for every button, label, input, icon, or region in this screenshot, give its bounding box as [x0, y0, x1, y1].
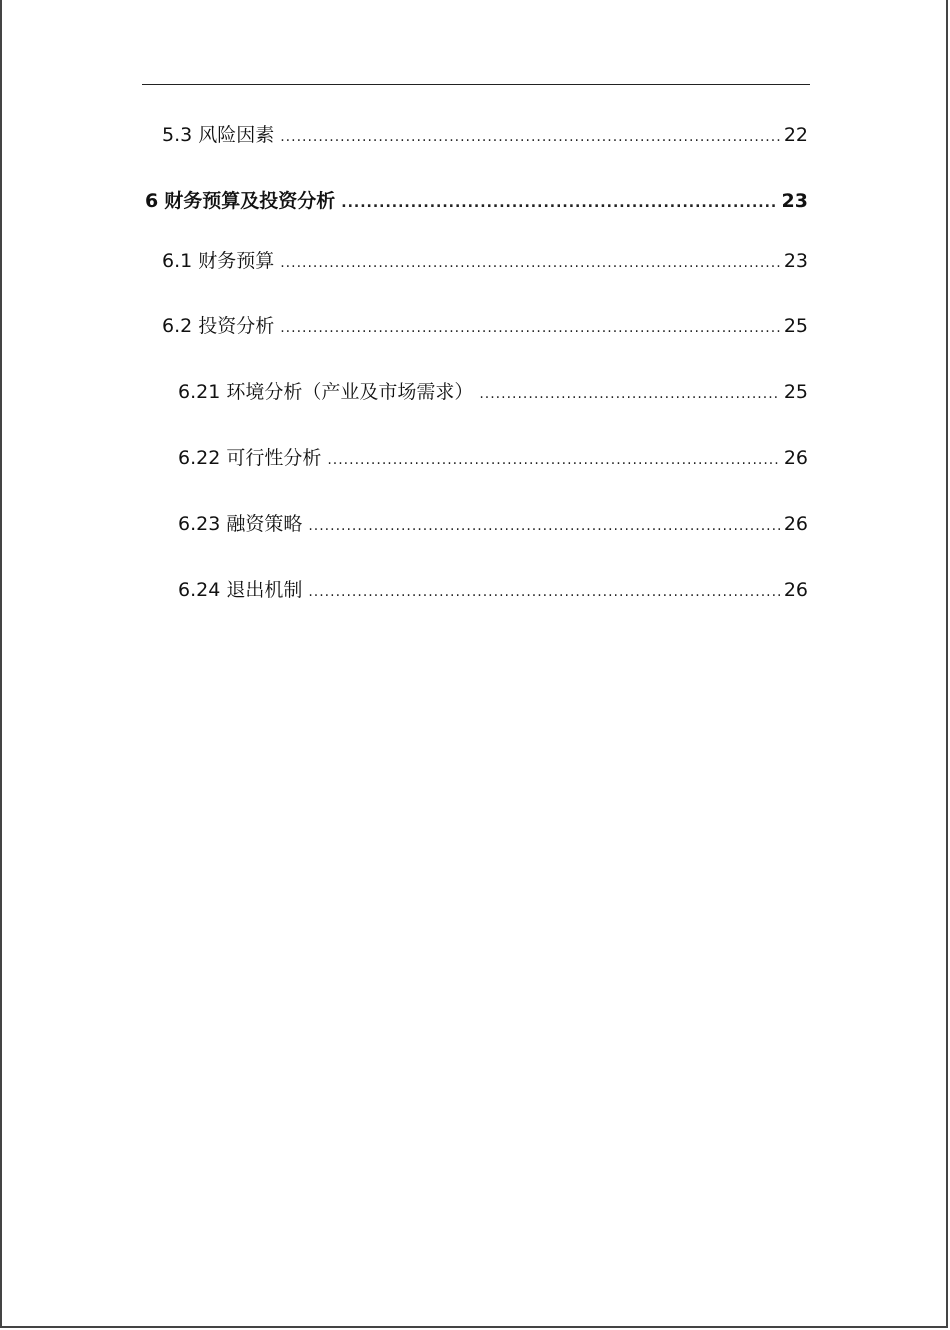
toc-entry-page: 22 [783, 124, 808, 146]
toc-entry-page: 26 [783, 579, 808, 601]
header-rule [142, 84, 810, 85]
toc-entry-number: 6.1 [162, 250, 193, 272]
toc-entry-6-1[interactable] [162, 248, 808, 276]
toc-entry-6[interactable] [145, 188, 808, 216]
toc-entry-page: 26 [783, 513, 808, 535]
toc-entry-6-24[interactable] [178, 577, 808, 605]
toc-entry-number: 6.24 [178, 579, 221, 601]
toc-entry-5-3[interactable] [162, 122, 808, 150]
toc-entry-page: 25 [783, 381, 808, 403]
toc-dot-leader [280, 250, 780, 276]
toc-dot-leader [308, 579, 779, 605]
toc-entry-number: 6.23 [178, 513, 221, 535]
toc-entry-title: 财务预算及投资分析 [164, 190, 336, 212]
toc-entry-number: 6.22 [178, 447, 221, 469]
toc-dot-leader [341, 190, 777, 216]
toc-entry-6-2[interactable] [162, 313, 808, 341]
toc-dot-leader [280, 124, 780, 150]
toc-entry-title: 融资策略 [226, 513, 303, 535]
toc-entry-page: 23 [781, 190, 808, 212]
toc-entry-6-23[interactable] [178, 511, 808, 539]
toc-entry-number: 6.21 [178, 381, 221, 403]
toc-entry-page: 23 [783, 250, 808, 272]
toc-entry-title: 环境分析（产业及市场需求） [226, 381, 474, 403]
toc-dot-leader [308, 513, 779, 539]
toc-entry-title: 退出机制 [226, 579, 303, 601]
toc-entry-title: 财务预算 [198, 250, 275, 272]
toc-entry-title: 风险因素 [198, 124, 275, 146]
toc-entry-number: 6.2 [162, 315, 193, 337]
toc-entry-number: 5.3 [162, 124, 193, 146]
toc-dot-leader [479, 381, 779, 407]
toc-dot-leader [327, 447, 779, 473]
toc-entry-title: 可行性分析 [226, 447, 322, 469]
toc-entry-6-21[interactable] [178, 379, 808, 407]
toc-entry-title: 投资分析 [198, 315, 275, 337]
toc-dot-leader [280, 315, 780, 341]
toc-entry-number: 6 [145, 190, 159, 212]
toc-entry-6-22[interactable] [178, 445, 808, 473]
toc-entry-page: 25 [783, 315, 808, 337]
toc-entry-page: 26 [783, 447, 808, 469]
